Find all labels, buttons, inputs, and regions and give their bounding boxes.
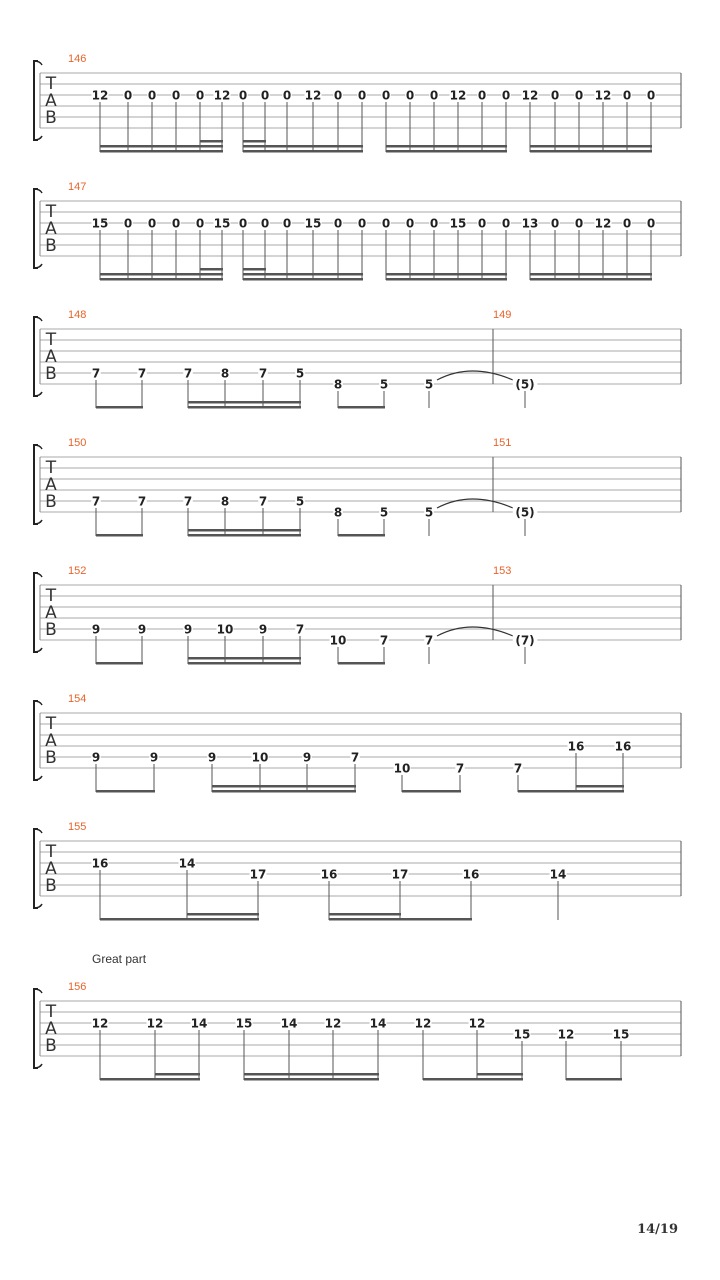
tab-system-7 [34,821,681,921]
fret-number: 5 [295,494,305,509]
beam [329,918,472,921]
fret-number: 0 [282,88,292,103]
fret-number: 14 [369,1016,387,1031]
fret-number: 17 [391,867,409,882]
fret-number: 9 [207,750,217,765]
beam [386,145,507,148]
beam [243,268,266,271]
tie-arc [437,627,513,636]
fret-number: 12 [324,1016,342,1031]
tab-clef-letter: B [45,1036,57,1056]
fret-number: 16 [462,867,480,882]
fret-number: 0 [260,216,270,231]
fret-number: 5 [424,505,434,520]
beam [530,150,652,153]
beam [530,278,652,281]
beam [243,273,363,276]
fret-number: 0 [357,88,367,103]
fret-number: 0 [501,216,511,231]
fret-number: 5 [295,366,305,381]
bracket-bottom-curl [34,1064,42,1068]
beam [423,1078,523,1081]
beam [187,913,259,916]
fret-number: 0 [333,216,343,231]
beam [100,150,223,153]
fret-number: 10 [393,761,411,776]
fret-number: 7 [137,366,147,381]
beam [188,657,301,660]
fret-number: 7 [91,366,101,381]
fret-number: 0 [381,216,391,231]
fret-number: 0 [195,216,205,231]
fret-number: 9 [137,622,147,637]
beam [188,406,301,409]
fret-number: (7) [515,633,535,648]
beam [100,145,223,148]
fret-number: 7 [258,366,268,381]
system-bracket [34,445,38,524]
beam [100,273,223,276]
system-bracket [34,829,38,908]
bracket-top-curl [34,701,42,705]
fret-number: 16 [567,739,585,754]
fret-number: 12 [449,88,467,103]
fret-number: 0 [123,216,133,231]
fret-number: 7 [183,494,193,509]
bracket-bottom-curl [34,392,42,396]
tab-system-2 [34,181,681,281]
fret-number: 0 [646,216,656,231]
bar-number: 148 [68,309,87,321]
beam [212,790,356,793]
fret-number: 7 [513,761,523,776]
fret-number: 15 [612,1027,630,1042]
beam [200,268,223,271]
fret-number: 16 [614,739,632,754]
fret-number: 12 [594,216,612,231]
beam [96,534,143,537]
bar-number: 155 [68,821,87,833]
fret-number: 0 [147,216,157,231]
bracket-top-curl [34,189,42,193]
fret-number: 0 [123,88,133,103]
fret-number: 16 [91,856,109,871]
fret-number: 0 [282,216,292,231]
beam [188,401,301,404]
tab-clef-letter: A [45,347,57,367]
beam [243,278,363,281]
beam [188,529,301,532]
bracket-top-curl [34,989,42,993]
fret-number: 5 [424,377,434,392]
tab-clef-letter: B [45,364,57,384]
system-bracket [34,701,38,780]
beam [243,150,363,153]
beam [576,785,624,788]
beam [530,145,652,148]
fret-number: 0 [357,216,367,231]
tab-clef-letter: B [45,492,57,512]
fret-number: 0 [622,216,632,231]
tab-system-6 [34,693,681,793]
fret-number: 14 [190,1016,208,1031]
tab-clef-letter: T [45,586,57,606]
bracket-top-curl [34,61,42,65]
system-bracket [34,573,38,652]
fret-number: 0 [238,88,248,103]
fret-number: 15 [213,216,231,231]
fret-number: 12 [146,1016,164,1031]
bracket-top-curl [34,573,42,577]
fret-number: 5 [379,377,389,392]
fret-number: 0 [238,216,248,231]
beam [96,662,143,665]
beam [402,790,461,793]
fret-number: 8 [333,505,343,520]
beam [155,1073,200,1076]
fret-number: 15 [513,1027,531,1042]
fret-number: 7 [379,633,389,648]
fret-number: 0 [333,88,343,103]
tab-clef-letter: B [45,620,57,640]
tab-clef-letter: B [45,236,57,256]
fret-number: 7 [350,750,360,765]
fret-number: 0 [550,88,560,103]
bar-number: 149 [493,309,512,321]
fret-number: 0 [646,88,656,103]
tab-system-5 [34,565,681,665]
fret-number: 0 [195,88,205,103]
fret-number: 0 [260,88,270,103]
fret-number: 12 [557,1027,575,1042]
fret-number: 12 [414,1016,432,1031]
fret-number: 9 [302,750,312,765]
fret-number: 14 [178,856,196,871]
tie-arc [437,499,513,508]
beam [188,534,301,537]
beam [329,913,401,916]
system-bracket [34,189,38,268]
bracket-bottom-curl [34,904,42,908]
fret-number: 5 [379,505,389,520]
section-annotation: Great part [92,952,147,966]
tab-clef-letter: A [45,219,57,239]
bar-number: 150 [68,437,87,449]
fret-number: 0 [381,88,391,103]
bracket-bottom-curl [34,136,42,140]
beam [96,406,143,409]
tab-system-3 [34,309,681,409]
beam [386,273,507,276]
fret-number: 0 [501,88,511,103]
tab-clef-letter: T [45,714,57,734]
beam [100,1078,200,1081]
fret-number: 0 [429,88,439,103]
fret-number: 9 [258,622,268,637]
beam [386,150,507,153]
fret-number: 0 [550,216,560,231]
fret-number: 0 [477,216,487,231]
beam [566,1078,622,1081]
beam [518,790,624,793]
bracket-bottom-curl [34,648,42,652]
beam [96,790,155,793]
bar-number: 153 [493,565,512,577]
tab-clef-letter: A [45,731,57,751]
fret-number: 10 [329,633,347,648]
tab-clef-letter: A [45,475,57,495]
beam [338,662,385,665]
tab-clef-letter: A [45,603,57,623]
fret-number: 9 [91,750,101,765]
fret-number: 12 [468,1016,486,1031]
fret-number: 8 [220,366,230,381]
tab-clef-letter: B [45,876,57,896]
beam [530,273,652,276]
fret-number: 9 [183,622,193,637]
fret-number: 12 [91,1016,109,1031]
fret-number: 17 [249,867,267,882]
fret-number: 7 [137,494,147,509]
tab-system-1 [34,53,681,153]
fret-number: 12 [213,88,231,103]
beam [200,140,223,143]
tab-system-8 [34,981,681,1081]
fret-number: 7 [424,633,434,648]
fret-number: 12 [521,88,539,103]
beam [244,1073,379,1076]
tab-clef-letter: T [45,74,57,94]
tab-clef-letter: A [45,91,57,111]
fret-number: 10 [251,750,269,765]
bracket-bottom-curl [34,264,42,268]
bracket-top-curl [34,317,42,321]
bracket-top-curl [34,829,42,833]
tab-clef-letter: B [45,748,57,768]
beam [386,278,507,281]
beam [477,1073,523,1076]
bar-number: 147 [68,181,87,193]
fret-number: 9 [149,750,159,765]
fret-number: 0 [405,88,415,103]
fret-number: 7 [183,366,193,381]
fret-number: 0 [574,88,584,103]
bar-number: 154 [68,693,87,705]
beam [188,662,301,665]
fret-number: 14 [549,867,567,882]
tie-arc [437,371,513,380]
tab-system-4 [34,437,681,537]
page-number: 14/19 [637,1222,678,1237]
bar-number: 152 [68,565,87,577]
bar-number: 146 [68,53,87,65]
fret-number: 0 [429,216,439,231]
fret-number: 12 [304,88,322,103]
fret-number: 0 [574,216,584,231]
fret-number: (5) [515,377,535,392]
fret-number: 8 [333,377,343,392]
fret-number: 10 [216,622,234,637]
fret-number: 0 [147,88,157,103]
fret-number: 7 [258,494,268,509]
bar-number: 151 [493,437,512,449]
tab-clef-letter: T [45,458,57,478]
fret-number: 15 [304,216,322,231]
bracket-top-curl [34,445,42,449]
fret-number: 0 [405,216,415,231]
system-bracket [34,317,38,396]
fret-number: 9 [91,622,101,637]
fret-number: 15 [235,1016,253,1031]
fret-number: 0 [171,88,181,103]
beam [338,406,385,409]
system-bracket [34,61,38,140]
beam [243,140,266,143]
fret-number: 15 [91,216,109,231]
tab-clef-letter: A [45,1019,57,1039]
fret-number: (5) [515,505,535,520]
beam [100,918,259,921]
fret-number: 7 [295,622,305,637]
fret-number: 8 [220,494,230,509]
beam [338,534,385,537]
beam [212,785,356,788]
tab-clef-letter: B [45,108,57,128]
system-bracket [34,989,38,1068]
tab-clef-letter: T [45,842,57,862]
tab-clef-letter: T [45,202,57,222]
fret-number: 0 [171,216,181,231]
tab-clef-letter: T [45,1002,57,1022]
fret-number: 14 [280,1016,298,1031]
bar-number: 156 [68,981,87,993]
fret-number: 13 [521,216,539,231]
bracket-bottom-curl [34,520,42,524]
fret-number: 15 [449,216,467,231]
tab-clef-letter: A [45,859,57,879]
fret-number: 0 [622,88,632,103]
fret-number: 12 [594,88,612,103]
beam [244,1078,379,1081]
bracket-bottom-curl [34,776,42,780]
beam [100,278,223,281]
beam [243,145,363,148]
fret-number: 7 [455,761,465,776]
fret-number: 7 [91,494,101,509]
fret-number: 0 [477,88,487,103]
fret-number: 16 [320,867,338,882]
tab-clef-letter: T [45,330,57,350]
fret-number: 12 [91,88,109,103]
